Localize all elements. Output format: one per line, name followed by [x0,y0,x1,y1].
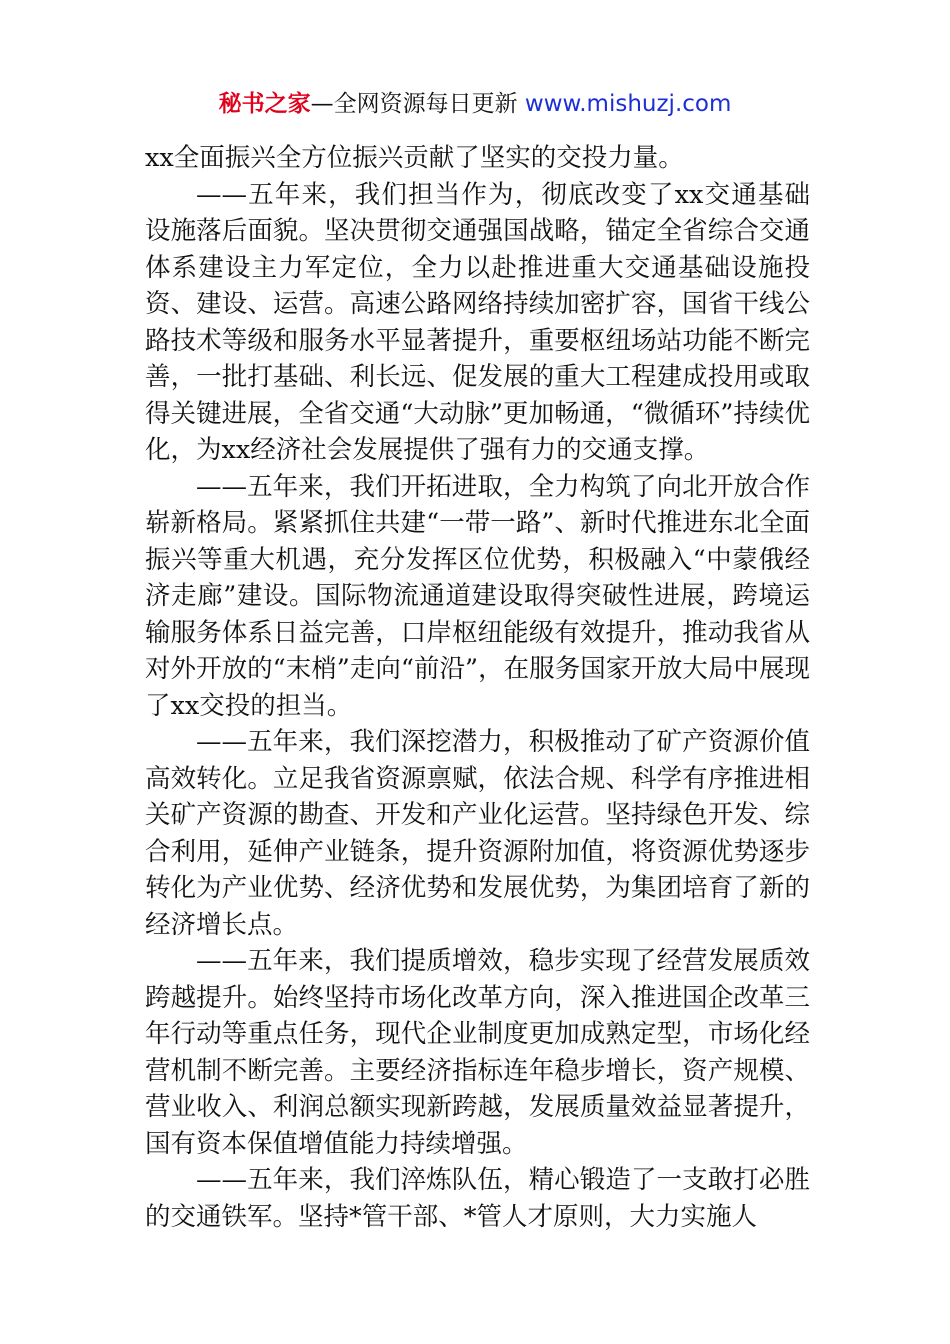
document-body [145,140,810,1235]
paragraph-team-building: ——五年来，我们淬炼队伍，精心锻造了一支敢打必胜的交通铁军。坚持*管干部、*管人才原则，大力实施人 [145,1165,810,1232]
paragraph-continued: xx全面振兴全方位振兴贡献了坚实的交投力量。 [145,143,684,173]
site-header [0,88,950,120]
paragraph-mineral-resources: ——五年来，我们深挖潜力，积极推动了矿产资源价值高效转化。立足我省资源禀赋，依法合规、科学有序推进相关矿产资源的勘查、开发和产业化运营。坚持绿色开发、综合利用，延伸产业链条，提升资源附加值，将资源优势逐步转化为产业优势、经济优势和发展优势，为集团培育了新的经济增长点。 [145,727,810,940]
site-brand: 秘书之家 [218,91,311,117]
paragraph-operations: ——五年来，我们提质增效，稳步实现了经营发展质效跨越提升。始终坚持市场化改革方向，深入推进国企改革三年行动等重点任务，现代企业制度更加成熟定型，市场化经营机制不断完善。主要经济指标连年稳步增长，资产规模、营业收入、利润总额实现新跨越，发展质量效益显著提升，国有资本保值增值能力持续增强。 [145,946,810,1159]
paragraph-infrastructure: ——五年来，我们担当作为，彻底改变了xx交通基础设施落后面貌。坚决贯彻交通强国战略，锚定全省综合交通体系建设主力军定位，全力以赴推进重大交通基础设施投资、建设、运营。高速公路网络持续加密扩容，国省干线公路技术等级和服务水平显著提升，重要枢纽场站功能不断完善，一批打基础、利长远、促发展的重大工程建成投用或取得关键进展，全省交通“大动脉”更加畅通，“微循环”持续优化，为xx经济社会发展提供了强有力的交通支撑。 [145,179,810,465]
site-tagline: —全网资源每日更新 [310,91,525,117]
paragraph-opening-up: ——五年来，我们开拓进取，全力构筑了向北开放合作崭新格局。紧紧抓住共建“一带一路”、新时代推进东北全面振兴等重大机遇，充分发挥区位优势，积极融入“中蒙俄经济走廊”建设。国际物流通道建设取得突破性进展，跨境运输服务体系日益完善，口岸枢纽能级有效提升，推动我省从对外开放的“末梢”走向“前沿”，在服务国家开放大局中展现了xx交投的担当。 [145,471,810,721]
site-url-link[interactable]: www.mishuzj.com [524,91,732,117]
